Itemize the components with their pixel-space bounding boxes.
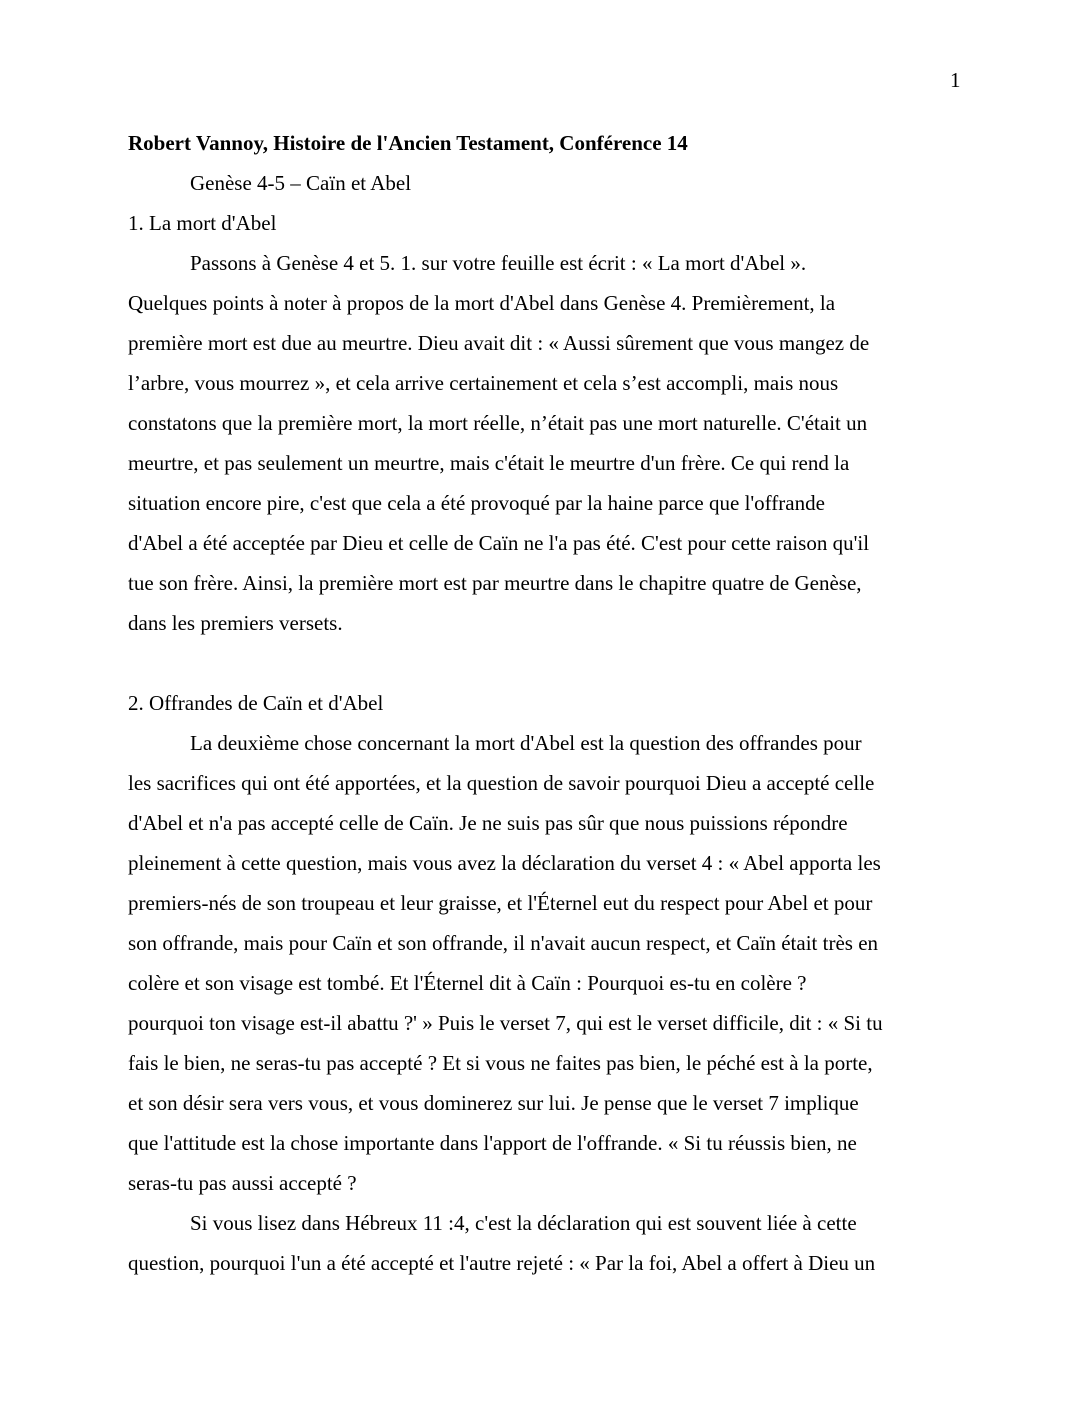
paragraph-line: fais le bien, ne seras-tu pas accepté ? Et si vous ne faites pas bien, le péché est à la porte,	[128, 1051, 873, 1075]
blank-line	[128, 643, 988, 683]
document-subtitle: Genèse 4-5 – Caïn et Abel	[190, 171, 412, 195]
paragraph-line: question, pourquoi l'un a été accepté et l'autre rejeté : « Par la foi, Abel a offert à Dieu un	[128, 1251, 876, 1275]
paragraph-line: les sacrifices qui ont été apportées, et la question de savoir pourquoi Dieu a accepté celle	[128, 771, 875, 795]
paragraph-line: d'Abel a été acceptée par Dieu et celle de Caïn ne l'a pas été. C'est pour cette raison qu'il	[128, 531, 870, 555]
paragraph-line: tue son frère. Ainsi, la première mort est par meurtre dans le chapitre quatre de Genèse,	[128, 571, 862, 595]
paragraph-line: son offrande, mais pour Caïn et son offrande, il n'avait aucun respect, et Caïn était très en	[128, 931, 879, 955]
paragraph-line: seras-tu pas aussi accepté ?	[128, 1171, 357, 1195]
paragraph-line: et son désir sera vers vous, et vous dominerez sur lui. Je pense que le verset 7 implique	[128, 1091, 859, 1115]
paragraph-line: Passons à Genèse 4 et 5. 1. sur votre feuille est écrit : « La mort d'Abel ».	[190, 251, 807, 275]
paragraph-line: La deuxième chose concernant la mort d'Abel est la question des offrandes pour	[190, 731, 862, 755]
paragraph-line: premiers-nés de son troupeau et leur graisse, et l'Éternel eut du respect pour Abel et pour	[128, 891, 873, 915]
paragraph-line: pourquoi ton visage est-il abattu ?' » Puis le verset 7, qui est le verset difficile, dit : « Si tu	[128, 1011, 883, 1035]
paragraph-line: d'Abel et n'a pas accepté celle de Caïn. Je ne suis pas sûr que nous puissions répondre	[128, 811, 848, 835]
paragraph-line: que l'attitude est la chose importante dans l'apport de l'offrande. « Si tu réussis bien, ne	[128, 1131, 857, 1155]
page-number: 1	[950, 68, 961, 92]
paragraph-line: colère et son visage est tombé. Et l'Éternel dit à Caïn : Pourquoi es-tu en colère ?	[128, 971, 807, 995]
paragraph-line: constatons que la première mort, la mort réelle, n’était pas une mort naturelle. C'était un	[128, 411, 868, 435]
section-heading: 1. La mort d'Abel	[128, 211, 277, 235]
section-heading: 2. Offrandes de Caïn et d'Abel	[128, 691, 384, 715]
paragraph-line: dans les premiers versets.	[128, 611, 343, 635]
paragraph-line: l’arbre, vous mourrez », et cela arrive certainement et cela s’est accompli, mais nous	[128, 371, 839, 395]
paragraph-line: Si vous lisez dans Hébreux 11 :4, c'est la déclaration qui est souvent liée à cette	[190, 1211, 857, 1235]
paragraph-line: Quelques points à noter à propos de la mort d'Abel dans Genèse 4. Premièrement, la	[128, 291, 836, 315]
paragraph-line: pleinement à cette question, mais vous avez la déclaration du verset 4 : « Abel apporta les	[128, 851, 881, 875]
document-body	[128, 123, 988, 1283]
paragraph-line: meurtre, et pas seulement un meurtre, mais c'était le meurtre d'un frère. Ce qui rend la	[128, 451, 850, 475]
paragraph-line: première mort est due au meurtre. Dieu avait dit : « Aussi sûrement que vous mangez de	[128, 331, 870, 355]
document-title: Robert Vannoy, Histoire de l'Ancien Testament, Conférence 14	[128, 131, 688, 155]
paragraph-line: situation encore pire, c'est que cela a été provoqué par la haine parce que l'offrande	[128, 491, 825, 515]
